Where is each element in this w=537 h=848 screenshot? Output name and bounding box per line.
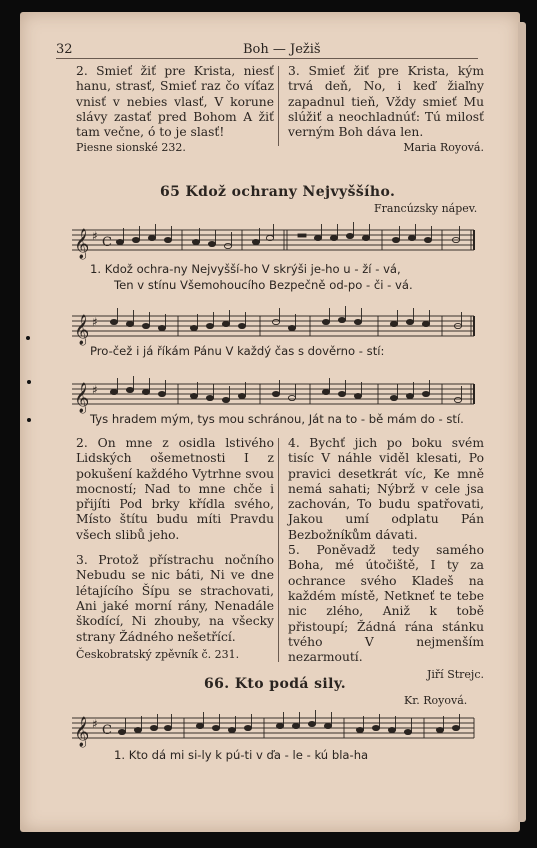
music-staff-2 (72, 310, 476, 344)
notes (116, 222, 474, 250)
header-rule (56, 58, 478, 59)
hymn-66-tune: Kr. Royová. (404, 694, 468, 707)
music-staff-4 (72, 712, 476, 746)
source-credit: Českobratský zpěvník č. 231. (76, 647, 240, 661)
treble-clef-icon: 𝄞 (74, 315, 90, 345)
binding-hole (27, 380, 31, 384)
sharp-icon: ♯ (92, 717, 98, 731)
hymn-66-lyrics-line: 1. Kto dá mi si-ly k pú-ti v ďa - le - kú bla-ha (114, 748, 369, 762)
hymn-65-lyrics-line: Ten v stínu Všemohoucího Bezpečně od-po - či - vá. (114, 278, 413, 292)
page-header (20, 40, 520, 60)
running-title: Boh — Ježiš (243, 42, 321, 57)
staff-lines (72, 718, 474, 738)
music-staff-3 (72, 378, 476, 412)
source-credit: Jiří Strejc. (427, 668, 484, 682)
verse-text: 2. On mne z osidla lstivého Lidských ošemetnosti I z pokušení každého Vytrhne svou mocností; Nad to mne chče i přijíti Pod brky křídla svého, Místo štítu budu míti Pravdu všech slibů jeho. (76, 436, 274, 542)
sharp-icon: ♯ (92, 229, 98, 243)
column-rule (278, 66, 279, 146)
common-time-icon: C (102, 235, 112, 250)
sharp-icon: ♯ (92, 383, 98, 397)
hymn-65-lyrics-line: Pro-čež i já říkám Pánu V každý čas s dověrno - stí: (90, 344, 385, 358)
page-number: 32 (56, 42, 73, 57)
verse-text: 3. Smieť žiť pre Krista, kým trvá deň, No, i keď žiaľny zapadnul tieň, Vždy smieť Mu slúžiť a neochladnúť: Tú milosť verným Boh dáva len. (288, 64, 484, 140)
notes (110, 376, 474, 404)
verse-text: 3. Protož přístrachu nočního Nebudu se nic báti, Ni ve dne létajícího Šípu se strachovati, Ani jaké morní rány, Nenadále škodící, Ni zhouby, na všecky strany Žádného nešetřící. (76, 553, 274, 644)
verse-text: 4. Bychť jich po boku svém tisíc V náhle viděl klesati, Po pravici desetkrát víc, Ke mně nemá sahati; Nýbrž v cele jsa zachován, To budu spatřovati, Jakou umí odplatu Pán Bezbožníkům dávati. (288, 436, 484, 542)
treble-clef-icon: 𝄞 (74, 383, 90, 413)
hymn-65-tune: Francúzsky nápev. (374, 202, 478, 215)
music-staff-1 (72, 224, 476, 258)
binding-hole (26, 336, 30, 340)
source-credit: Maria Royová. (403, 141, 484, 155)
treble-clef-icon: 𝄞 (74, 717, 90, 747)
hymn-65-lyrics-line: 1. Kdož ochra-ny Nejvyšší-ho V skrýši je-ho u - ží - vá, (90, 262, 401, 276)
hymn-65-left-verses (76, 436, 274, 662)
binding-hole (27, 418, 31, 422)
top-right-verse-block (288, 64, 484, 156)
verse-text: 5. Poněvadž tedy samého Boha, mé útočiště, I ty za ochrance svého Kladeš na každém místě, Netkneť te tebe nic zlého, Aniž k tobě přistoupí; Žádná rána stánku tvého V nejmenším nezarmoutí. (288, 543, 484, 665)
top-left-verse-block (76, 64, 274, 156)
hymn-65-title: 65 Kdož ochrany Nejvyššího. (160, 184, 396, 200)
sharp-icon: ♯ (92, 315, 98, 329)
hymn-65-lyrics-line: Tys hradem mým, tys mou schránou, Ját na to - bě mám do - stí. (90, 412, 464, 426)
treble-clef-icon: 𝄞 (74, 229, 90, 259)
hymn-65-right-verses (288, 436, 484, 683)
notes (118, 710, 474, 738)
book-page (20, 12, 520, 832)
column-rule (278, 438, 279, 662)
verse-text: 2. Smieť žiť pre Krista, niesť hanu, strasť, Smieť raz čo víťaz vnisť v nebies vlasť, V korune slávy zastať pred Bohom A žiť tam večne, ó to je slasť! (76, 64, 274, 140)
hymn-66-title: 66. Kto podá sily. (204, 676, 347, 692)
common-time-icon: C (102, 723, 112, 738)
source-credit: Piesne sionské 232. (76, 141, 186, 155)
